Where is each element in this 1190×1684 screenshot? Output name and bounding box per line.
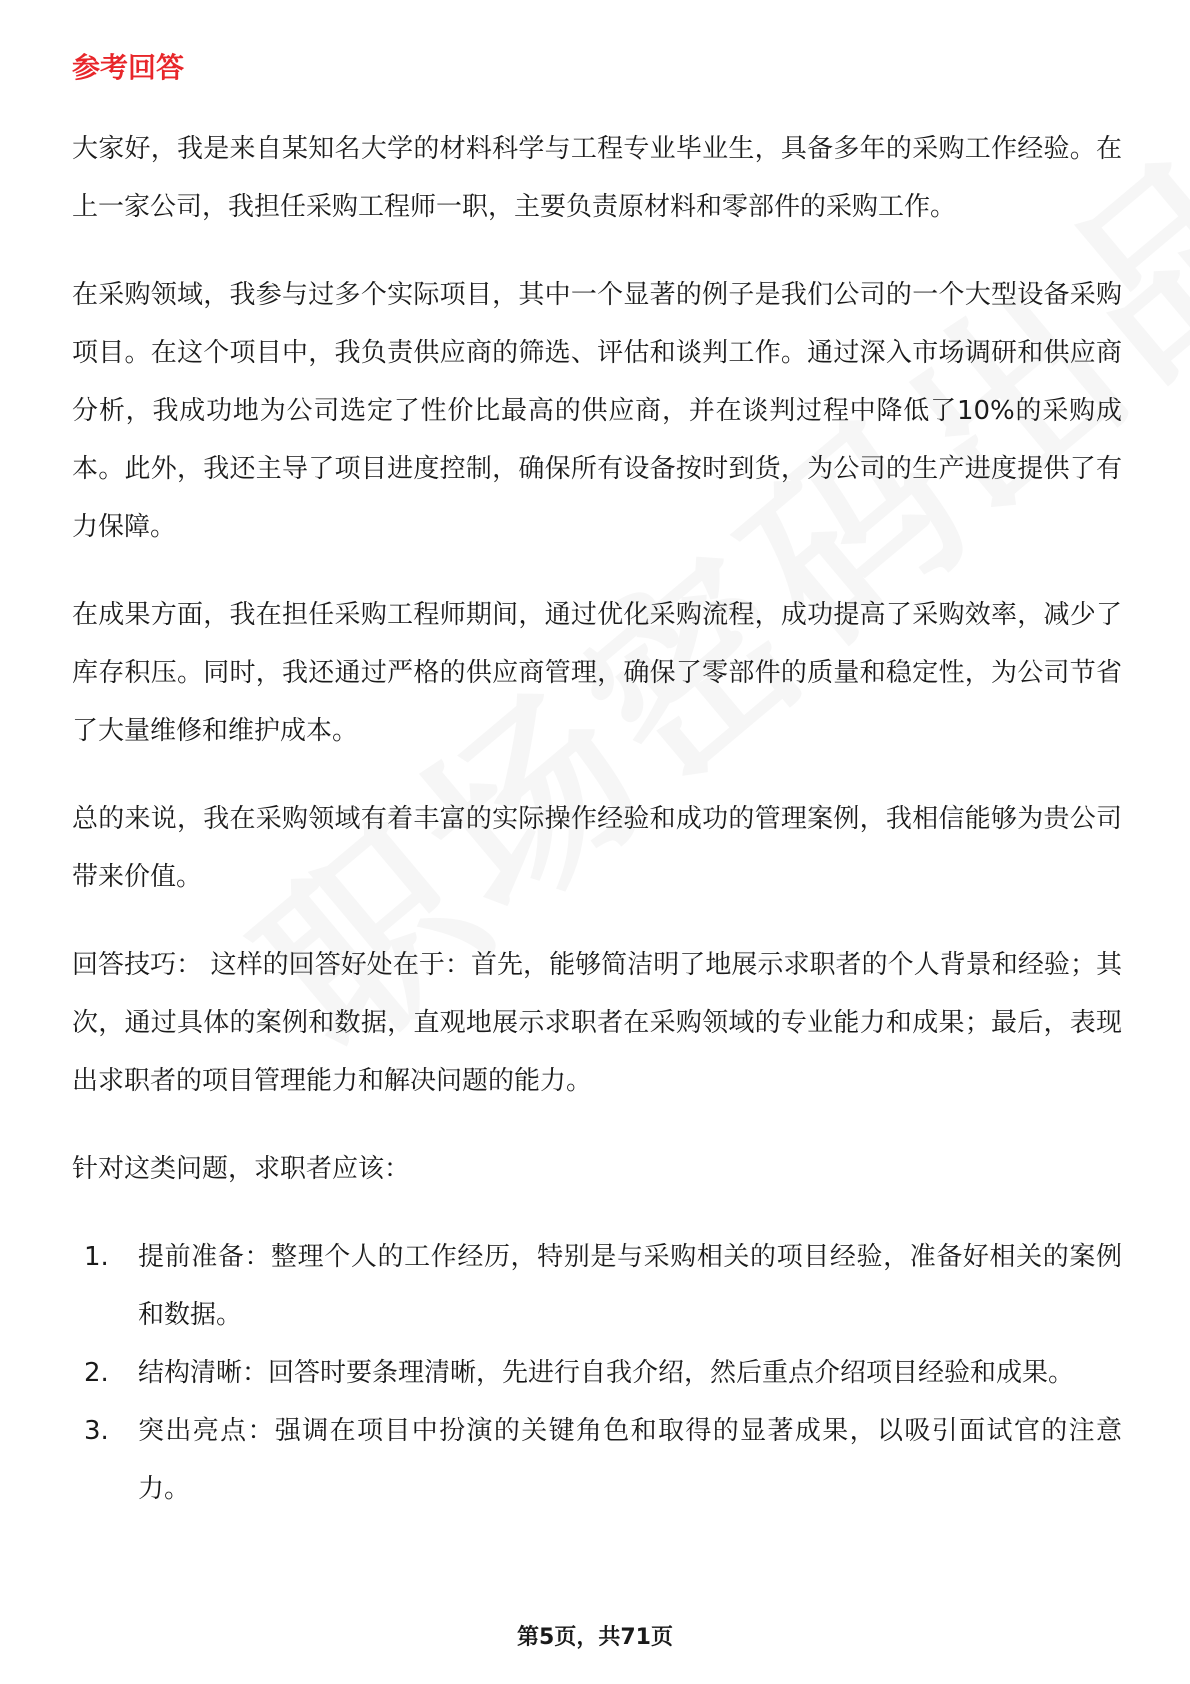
page-content (72, 48, 1122, 1518)
advice-list (72, 1228, 1122, 1518)
section-heading: 参考回答 (72, 51, 185, 84)
paragraph-advice-intro: 针对这类问题，求职者应该： (72, 1154, 411, 1184)
list-number: 2. (84, 1358, 109, 1388)
list-item (84, 1344, 1122, 1402)
list-item (84, 1402, 1122, 1518)
page-number-footer: 第5页，共71页 (517, 1625, 673, 1650)
list-text: 提前准备：整理个人的工作经历，特别是与采购相关的项目经验，准备好相关的案例和数据。 (138, 1242, 1122, 1330)
paragraph-tips: 回答技巧： 这样的回答好处在于：首先，能够简洁明了地展示求职者的个人背景和经验；其次，通过具体的案例和数据，直观地展示求职者在采购领域的专业能力和成果；最后，表现出求职者的项目管理能力和解决问题的能力。 (72, 950, 1122, 1096)
list-number: 3. (84, 1416, 109, 1446)
list-item (84, 1228, 1122, 1344)
list-text: 突出亮点：强调在项目中扮演的关键角色和取得的显著成果，以吸引面试官的注意力。 (138, 1416, 1122, 1504)
paragraph-intro: 大家好，我是来自某知名大学的材料科学与工程专业毕业生，具备多年的采购工作经验。在上一家公司，我担任采购工程师一职，主要负责原材料和零部件的采购工作。 (72, 134, 1122, 222)
list-number: 1. (84, 1242, 109, 1272)
paragraph-project: 在采购领域，我参与过多个实际项目，其中一个显著的例子是我们公司的一个大型设备采购项目。在这个项目中，我负责供应商的筛选、评估和谈判工作。通过深入市场调研和供应商分析，我成功地为公司选定了性价比最高的供应商，并在谈判过程中降低了10%的采购成本。此外，我还主导了项目进度控制，确保所有设备按时到货，为公司的生产进度提供了有力保障。 (72, 280, 1122, 542)
paragraph-summary: 总的来说，我在采购领域有着丰富的实际操作经验和成功的管理案例，我相信能够为贵公司带来价值。 (72, 804, 1122, 892)
paragraph-results: 在成果方面，我在担任采购工程师期间，通过优化采购流程，成功提高了采购效率，减少了库存积压。同时，我还通过严格的供应商管理，确保了零部件的质量和稳定性，为公司节省了大量维修和维护成本。 (72, 600, 1122, 746)
list-text: 结构清晰：回答时要条理清晰，先进行自我介绍，然后重点介绍项目经验和成果。 (138, 1358, 1075, 1388)
